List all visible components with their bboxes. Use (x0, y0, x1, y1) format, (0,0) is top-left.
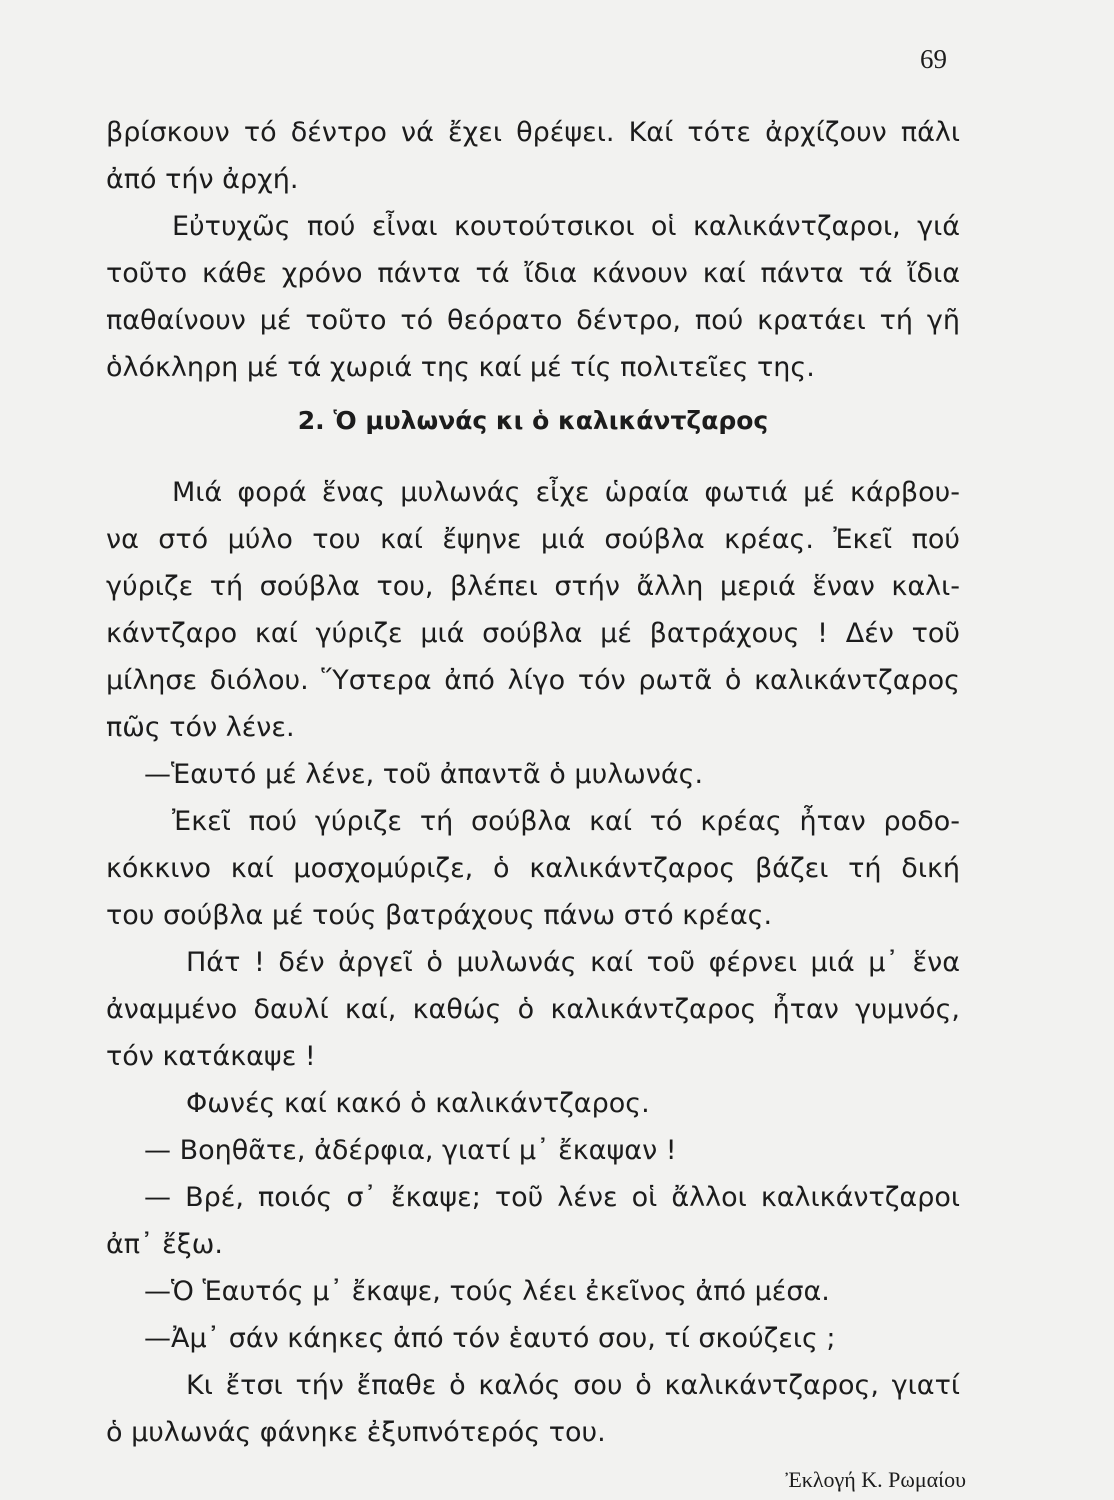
dialogue-line: — Βοηθᾶτε, ἀδέρφια, γιατί μ᾿ ἔκαψαν ! (144, 1135, 677, 1166)
section-heading: 2. Ὁ μυλωνάς κι ὁ καλικάντζαρος (297, 406, 769, 435)
dialogue-line: —Ἑαυτό μέ λένε, τοῦ ἀπαντᾶ ὁ μυλωνάς. (144, 759, 704, 790)
dialogue-line: — Βρέ, ποιός σ᾿ ἔκαψε; τοῦ λένε οἱ ἄλλοι καλικάντζαροι (144, 1182, 960, 1213)
text-line: Πάτ ! δέν ἀργεῖ ὁ μυλωνάς καί τοῦ φέρνει μιά μ᾿ ἕνα (186, 947, 960, 978)
text-line: Φωνές καί κακό ὁ καλικάντζαρος. (186, 1088, 650, 1119)
text-line: ὁ μυλωνάς φάνηκε ἐξυπνότερός του. (106, 1417, 606, 1448)
text-line: μίλησε διόλου. Ὕστερα ἀπό λίγο τόν ρωτᾶ ὁ καλικάντζαρος (106, 665, 960, 696)
text-line: κόκκινο καί μοσχομύριζε, ὁ καλικάντζαρος βάζει τή δική (106, 853, 960, 884)
text-line: Ἐκεῖ πού γύριζε τή σούβλα καί τό κρέας ἦταν ροδο- (172, 806, 960, 837)
text-line: κάντζαρο καί γύριζε μιά σούβλα μέ βατράχους ! Δέν τοῦ (106, 618, 960, 649)
source-attribution: Ἐκλογή Κ. Ρωμαίου (785, 1467, 966, 1492)
text-line: Εὐτυχῶς πού εἶναι κουτούτσικοι οἱ καλικάντζαροι, γιά (172, 211, 960, 242)
text-line: ἀπό τήν ἀρχή. (106, 164, 299, 195)
text-line: τόν κατάκαψε ! (106, 1041, 316, 1072)
text-line: Κι ἔτσι τήν ἔπαθε ὁ καλός σου ὁ καλικάντζαρος, γιατί (186, 1370, 960, 1401)
text-line: βρίσκουν τό δέντρο νά ἔχει θρέψει. Καί τότε ἀρχίζουν πάλι (106, 117, 960, 148)
text-line: να στό μύλο του καί ἔψηνε μιά σούβλα κρέας. Ἐκεῖ πού (106, 524, 960, 555)
text-line: Μιά φορά ἕνας μυλωνάς εἶχε ὡραία φωτιά μέ κάρβου- (172, 477, 960, 508)
text-line: ἀναμμένο δαυλί καί, καθώς ὁ καλικάντζαρος ἦταν γυμνός, (106, 994, 960, 1025)
text-line: του σούβλα μέ τούς βατράχους πάνω στό κρέας. (106, 900, 773, 931)
text-line: ἀπ᾿ ἔξω. (106, 1229, 223, 1260)
text-line: παθαίνουν μέ τοῦτο τό θεόρατο δέντρο, πού κρατάει τή γῆ (106, 305, 960, 336)
page-number: 69 (920, 44, 947, 74)
dialogue-line: —Ἀμ᾿ σάν κάηκες ἀπό τόν ἑαυτό σου, τί σκούζεις ; (144, 1323, 836, 1354)
text-line: ὁλόκληρη μέ τά χωριά της καί μέ τίς πολιτεῖες της. (106, 352, 815, 383)
text-line: πῶς τόν λένε. (106, 712, 295, 743)
dialogue-line: —Ὁ Ἑαυτός μ᾿ ἔκαψε, τούς λέει ἐκεῖνος ἀπό μέσα. (144, 1276, 830, 1307)
text-line: γύριζε τή σούβλα του, βλέπει στήν ἄλλη μεριά ἕναν καλι- (106, 571, 960, 602)
text-line: τοῦτο κάθε χρόνο πάντα τά ἴδια κάνουν καί πάντα τά ἴδια (106, 258, 960, 289)
